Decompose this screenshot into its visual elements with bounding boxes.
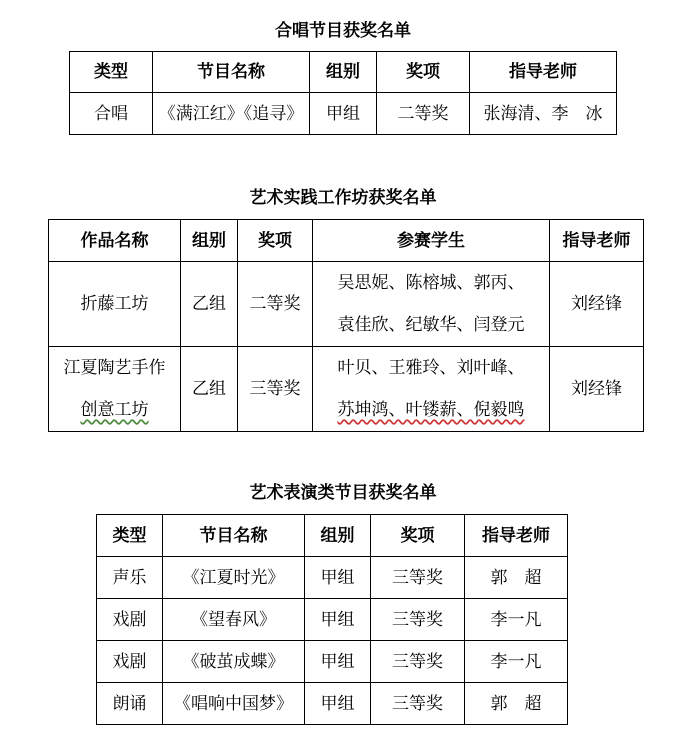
- table-cell: 《望春风》: [163, 599, 305, 641]
- table-cell: 三等奖: [371, 599, 465, 641]
- students-line: 袁佳欣、纪敏华、闫登元: [337, 315, 525, 335]
- table-cell: 甲组: [310, 93, 377, 135]
- work-name-line2-text: 创意工坊: [80, 400, 149, 420]
- header-cell: 节目名称: [163, 515, 305, 557]
- work-name: 江夏陶艺手作: [63, 358, 166, 378]
- table-row: [49, 262, 644, 347]
- header-cell: 节目名称: [153, 52, 310, 93]
- header-cell: 组别: [310, 52, 377, 93]
- performance-awards-table: [96, 514, 568, 725]
- table-cell: 二等奖: [377, 93, 470, 135]
- table-header-row: [70, 52, 617, 93]
- header-cell: 奖项: [371, 515, 465, 557]
- students-line: 叶贝、王雅玲、刘叶峰、: [337, 358, 525, 378]
- workshop-awards-table: [48, 219, 644, 432]
- students-cell: [313, 347, 550, 432]
- work-name-cell: [49, 347, 181, 432]
- table-cell: 李一凡: [465, 641, 568, 683]
- students-cell: [313, 262, 550, 347]
- header-cell: 作品名称: [49, 220, 181, 262]
- students-line: 吴思妮、陈榕城、郭丙、: [337, 273, 525, 293]
- table-row: [49, 347, 644, 432]
- table-cell: 甲组: [305, 683, 371, 725]
- table-row: [70, 93, 617, 135]
- table-header-row: [49, 220, 644, 262]
- table-cell: 声乐: [97, 557, 163, 599]
- header-cell: 指导老师: [465, 515, 568, 557]
- students-line: [313, 389, 549, 431]
- table-row: [97, 599, 568, 641]
- header-cell: 指导老师: [470, 52, 617, 93]
- header-cell: 奖项: [377, 52, 470, 93]
- table-cell: 郭 超: [465, 683, 568, 725]
- table-cell: 三等奖: [371, 641, 465, 683]
- table-cell: 三等奖: [371, 683, 465, 725]
- table-cell: 《江夏时光》: [163, 557, 305, 599]
- header-cell: 组别: [305, 515, 371, 557]
- header-cell: 指导老师: [550, 220, 644, 262]
- table-cell: 李一凡: [465, 599, 568, 641]
- group-cell: 乙组: [181, 347, 238, 432]
- work-name-cell: [49, 262, 181, 347]
- table-header-row: [97, 515, 568, 557]
- table-cell: 甲组: [305, 599, 371, 641]
- workshop-awards-title: 艺术实践工作坊获奖名单: [249, 188, 437, 208]
- work-name: 折藤工坊: [80, 294, 149, 314]
- table-cell: 甲组: [305, 557, 371, 599]
- group-cell: 乙组: [181, 262, 238, 347]
- header-cell: 参赛学生: [313, 220, 550, 262]
- work-name-line2: [49, 389, 180, 431]
- table-cell: 戏剧: [97, 641, 163, 683]
- table-row: [97, 641, 568, 683]
- header-cell: 类型: [70, 52, 153, 93]
- header-cell: 组别: [181, 220, 238, 262]
- award-cell: 三等奖: [238, 347, 313, 432]
- table-cell: 合唱: [70, 93, 153, 135]
- table-cell: 朗诵: [97, 683, 163, 725]
- table-cell: 《唱响中国梦》: [163, 683, 305, 725]
- table-cell: 三等奖: [371, 557, 465, 599]
- table-row: [97, 683, 568, 725]
- table-cell: 戏剧: [97, 599, 163, 641]
- students-line-text: 苏坤鸿、叶镂薪、倪毅鸣: [337, 400, 525, 420]
- table-cell: 张海清、李 冰: [470, 93, 617, 135]
- chorus-awards-table: [69, 51, 617, 135]
- table-cell: 郭 超: [465, 557, 568, 599]
- table-cell: 《满江红》《追寻》: [153, 93, 310, 135]
- performance-awards-title: 艺术表演类节目获奖名单: [249, 483, 437, 503]
- header-cell: 奖项: [238, 220, 313, 262]
- chorus-awards-title: 合唱节目获奖名单: [275, 21, 411, 41]
- teacher-cell: 刘经锋: [550, 262, 644, 347]
- header-cell: 类型: [97, 515, 163, 557]
- table-cell: 《破茧成蝶》: [163, 641, 305, 683]
- table-row: [97, 557, 568, 599]
- table-cell: 甲组: [305, 641, 371, 683]
- teacher-cell: 刘经锋: [550, 347, 644, 432]
- award-cell: 二等奖: [238, 262, 313, 347]
